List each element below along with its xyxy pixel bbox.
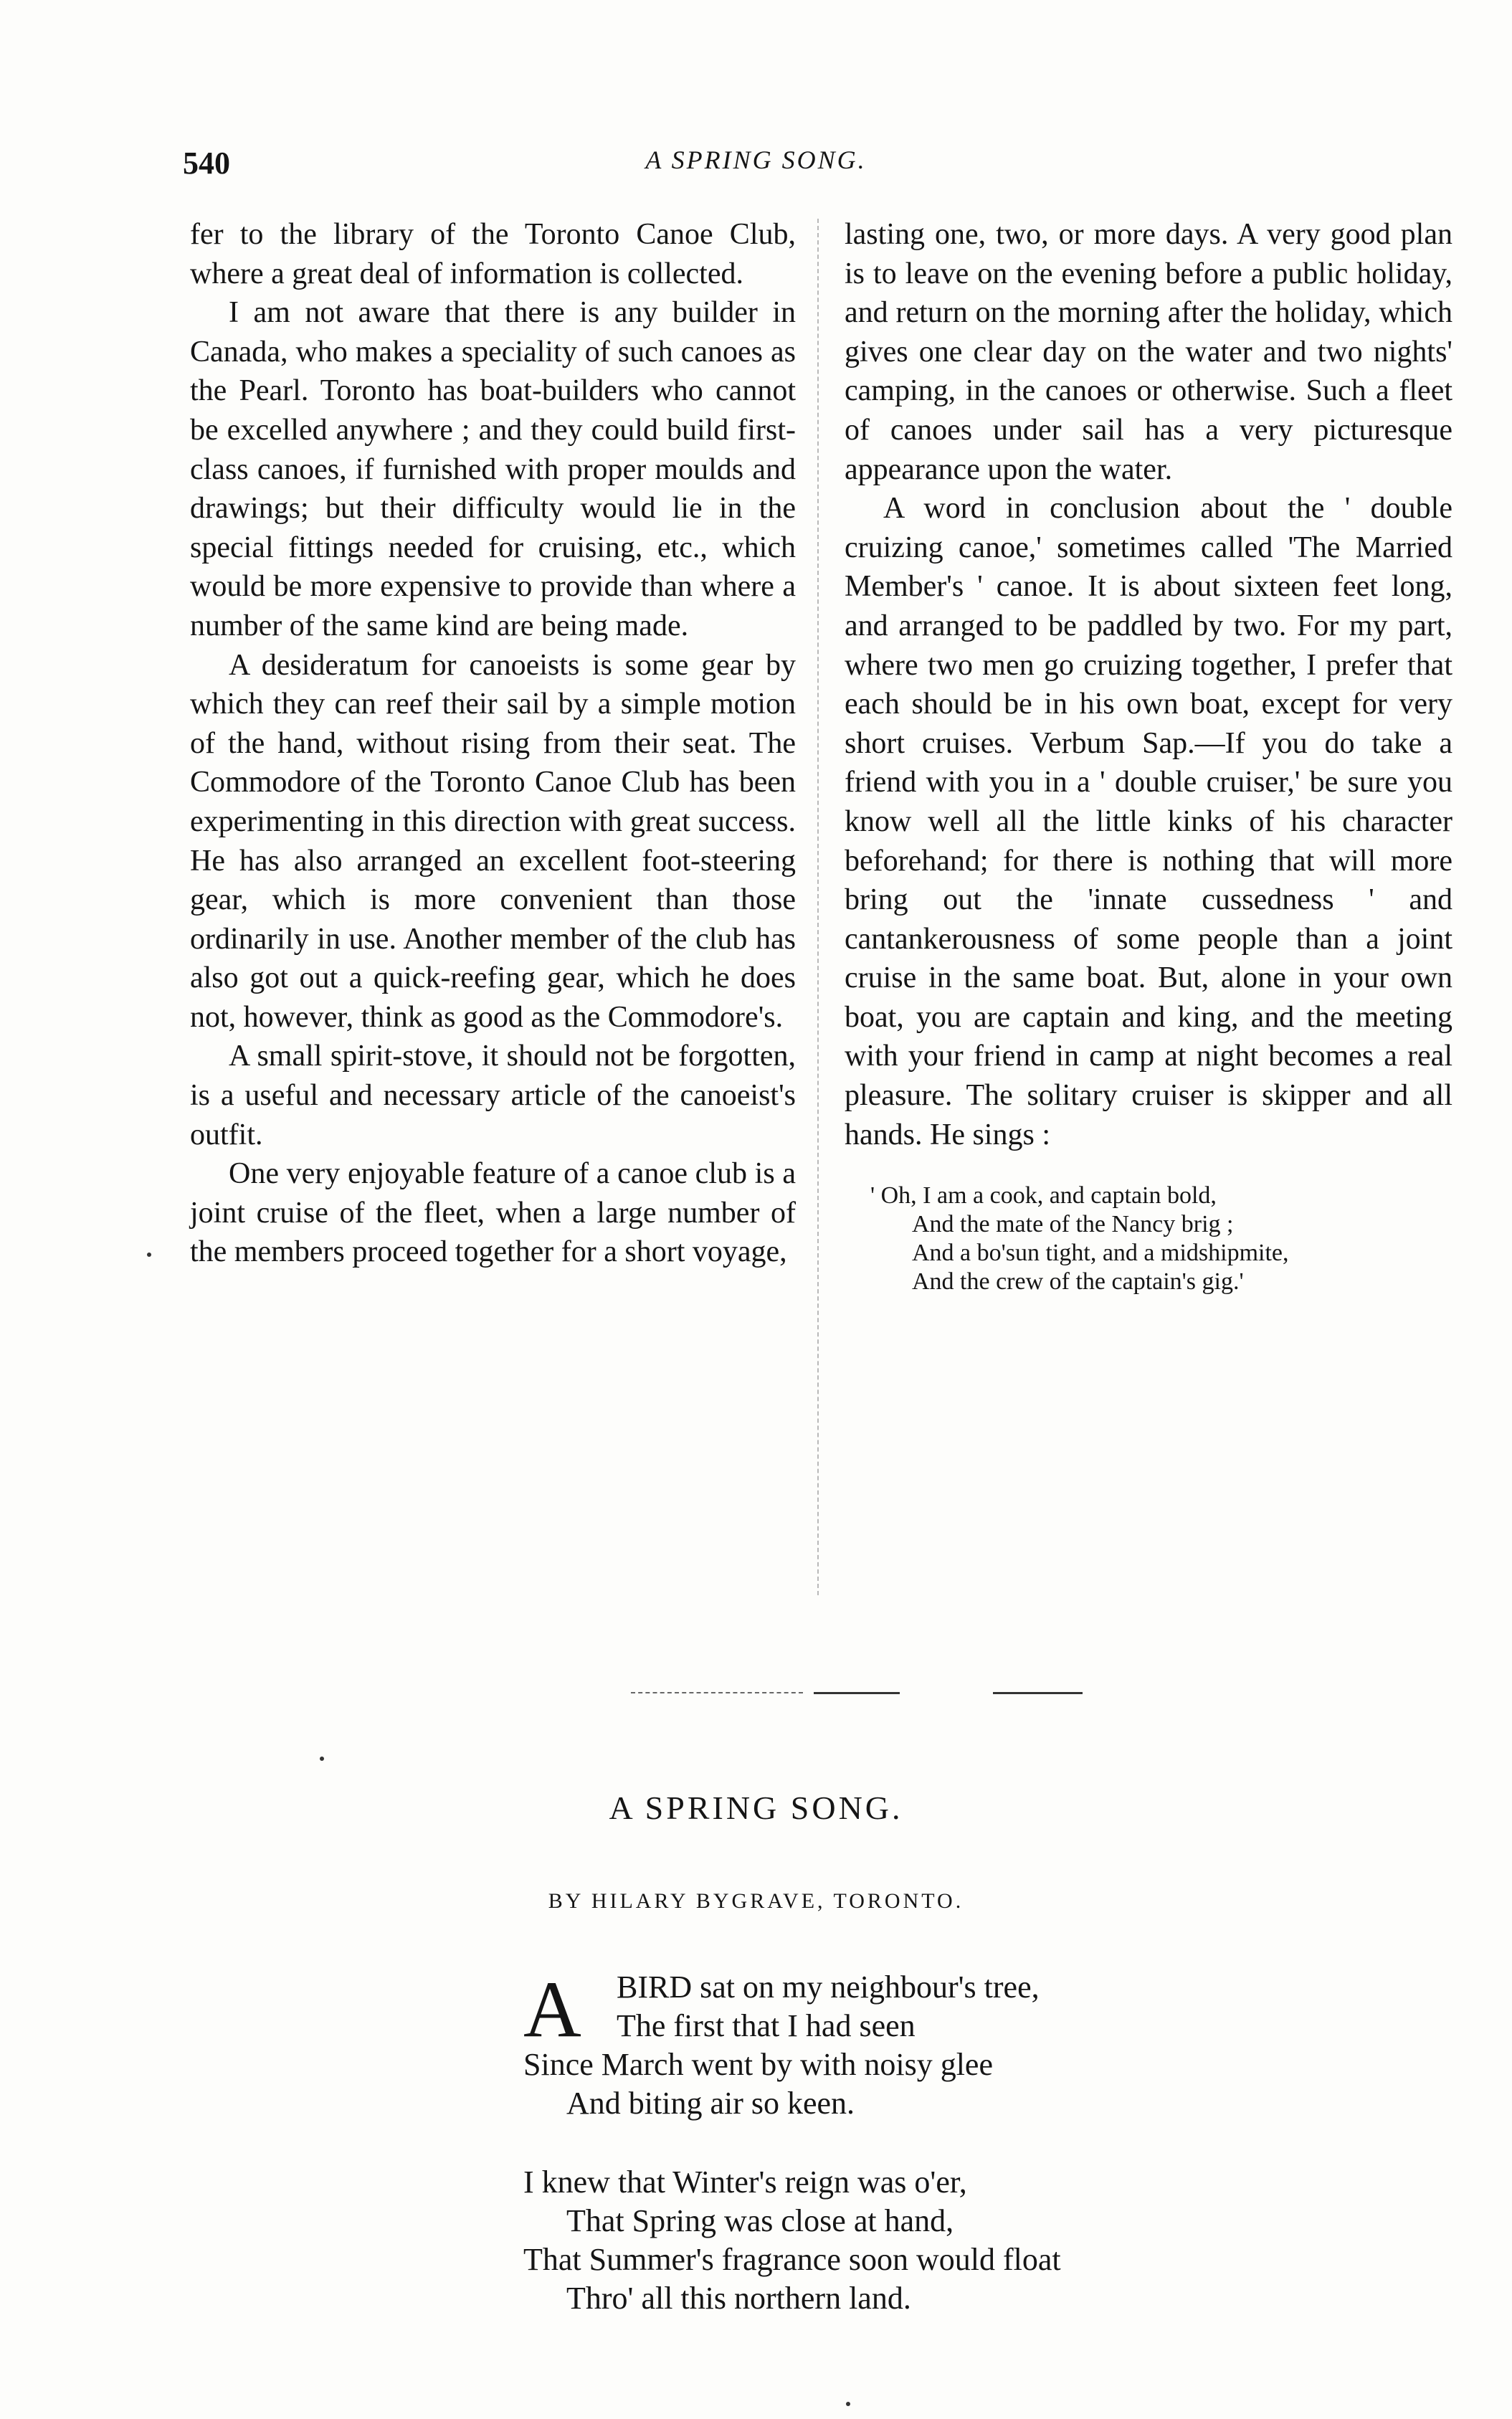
poem-line: Since March went by with noisy glee (523, 2047, 993, 2082)
poem-line: That Spring was close at hand, (566, 2203, 954, 2238)
verse-line: ' Oh, I am a cook, and captain bold, (870, 1182, 1217, 1210)
page-number: 540 (183, 146, 230, 181)
paragraph: fer to the library of the Toronto Canoe Club, where a great deal of information is collected. (190, 218, 796, 290)
verse-line: And the crew of the captain's gig.' (912, 1268, 1244, 1296)
quoted-verse (870, 1182, 1452, 1296)
verse-line: And a bo'sun tight, and a midshipmite, (912, 1240, 1289, 1267)
paragraph: A word in conclusion about the ' double cruizing canoe,' sometimes called 'The Married Member's ' canoe. It is about sixteen feet long, and arranged to be paddled by two. For my part, where two men go cruizing together, I prefer that each should be in his own boat, except for very short cruises. Verbum Sap.—If you do take a friend with you in a ' double cruiser,' be sure you know well all the little kinks of his character beforehand; for there is nothing that will more bring out the 'innate cussedness ' and cantankerousness of some people than a joint cruise in the same boat. But, alone in your own boat, you are captain and king, and the meeting with your friend in camp at night becomes a real pleasure. The solitary cruiser is skipper and all hands. He sings : (845, 492, 1452, 1151)
paragraph: A small spirit-stove, it should not be forgotten, is a useful and necessary article of the canoeist's outfit. (190, 1040, 796, 1151)
left-column (190, 215, 796, 1272)
poem-line: BIRD sat on my neighbour's tree, (617, 1969, 1040, 2005)
paragraph: I am not aware that there is any builder in Canada, who makes a speciality of such canoes as the Pearl. Toronto has boat-builders who cannot be excelled anywhere ; and they could build first-class canoes, if furnished with proper moulds and drawings; but their difficulty would lie in the special fittings needed for cruising, etc., which would be more expensive to provide than where a number of the same kind are being made. (190, 296, 796, 642)
poem-stanza-1 (523, 1965, 1040, 2123)
poem-title: A SPRING SONG. (609, 1790, 903, 1826)
running-head: A SPRING SONG. (645, 146, 867, 174)
separator-rule (993, 1692, 1083, 1694)
separator-rule (631, 1692, 803, 1693)
poem-line: I knew that Winter's reign was o'er, (523, 2164, 967, 2200)
poem-line: That Summer's fragrance soon would float (523, 2242, 1061, 2277)
poem-byline: BY HILARY BYGRAVE, TORONTO. (548, 1889, 964, 1913)
right-column (845, 215, 1452, 1296)
print-speck (846, 2402, 850, 2406)
print-speck (320, 1757, 324, 1761)
drop-cap: A (523, 1965, 581, 2054)
paragraph: One very enjoyable feature of a canoe club is a joint cruise of the fleet, when a large number of the members proceed together for a short voyage, (190, 1157, 796, 1269)
print-speck (147, 1253, 151, 1257)
paragraph: lasting one, two, or more days. A very good plan is to leave on the evening before a public holiday, and return on the morning after the holiday, which gives one clear day on the water and two nights' camping, in the canoes or otherwise. Such a fleet of canoes under sail has a very picturesque appearance upon the water. (845, 218, 1452, 486)
separator-rule (814, 1692, 900, 1694)
verse-line: And the mate of the Nancy brig ; (912, 1211, 1234, 1238)
column-divider (817, 219, 819, 1595)
paragraph: A desideratum for canoeists is some gear by which they can reef their sail by a simple motion of the hand, without rising from their seat. The Commodore of the Toronto Canoe Club has been experimenting in this direction with great success. He has also arranged an excellent foot-steering gear, which is more convenient than those ordinarily in use. Another member of the club has also got out a quick-reefing gear, which he does not, however, think as good as the Commodore's. (190, 648, 796, 1034)
poem-line: Thro' all this northern land. (566, 2281, 911, 2316)
poem-line: And biting air so keen. (566, 2086, 855, 2121)
poem-stanza-2 (523, 2163, 1061, 2318)
poem-line: The first that I had seen (617, 2008, 916, 2043)
